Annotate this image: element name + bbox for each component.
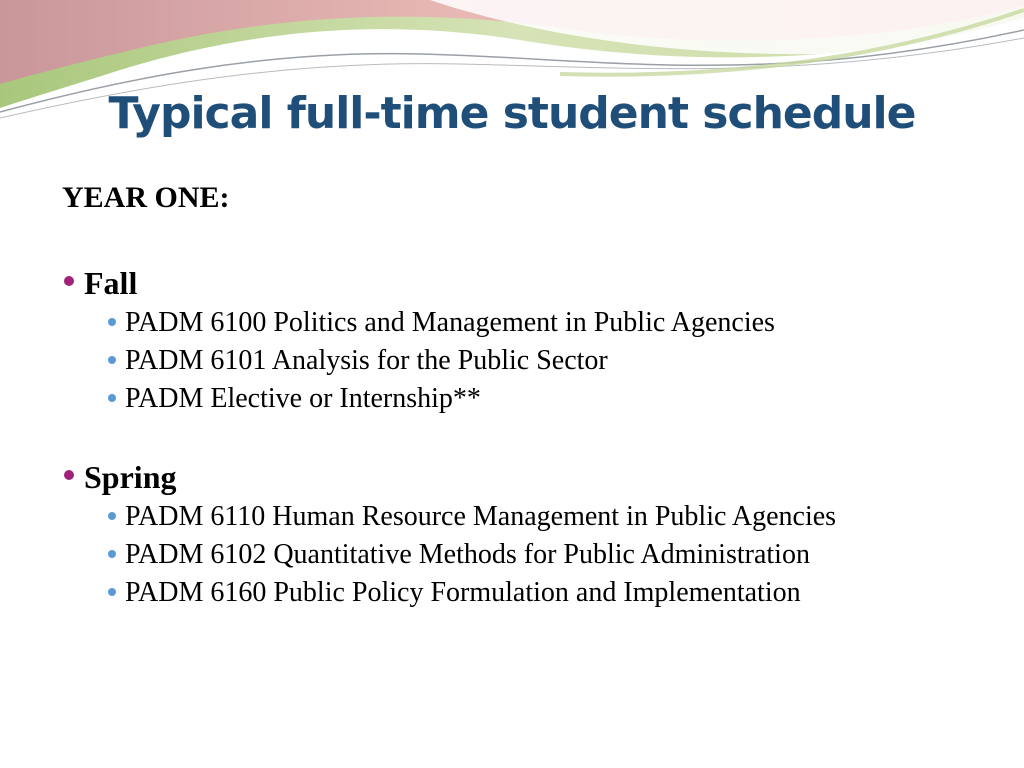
course-list xyxy=(62,498,1002,612)
term-label: Spring xyxy=(84,459,177,495)
course-bullet-icon xyxy=(108,550,116,558)
year-heading: YEAR ONE: xyxy=(62,181,230,214)
course-title: PADM 6100 Politics and Management in Public Agencies xyxy=(125,307,775,338)
list-item xyxy=(108,574,1002,612)
term-label: Fall xyxy=(84,265,138,301)
term-spring xyxy=(62,456,1002,612)
slide-title: Typical full-time student schedule xyxy=(108,88,916,139)
course-bullet-icon xyxy=(108,318,116,326)
course-title: PADM Elective or Internship** xyxy=(125,383,481,414)
list-item xyxy=(108,380,1002,418)
term-heading-row xyxy=(62,262,1002,304)
list-item xyxy=(108,342,1002,380)
list-item xyxy=(108,498,1002,536)
list-item xyxy=(108,536,1002,574)
course-list xyxy=(62,304,1002,418)
course-bullet-icon xyxy=(108,588,116,596)
course-bullet-icon xyxy=(108,512,116,520)
term-bullet-icon xyxy=(64,470,74,480)
term-fall xyxy=(62,262,1002,418)
course-title: PADM 6160 Public Policy Formulation and Implementation xyxy=(125,577,801,608)
list-item xyxy=(108,304,1002,342)
course-bullet-icon xyxy=(108,394,116,402)
course-title: PADM 6110 Human Resource Management in Public Agencies xyxy=(125,501,837,532)
course-bullet-icon xyxy=(108,356,116,364)
course-title: PADM 6101 Analysis for the Public Sector xyxy=(125,345,608,376)
course-title: PADM 6102 Quantitative Methods for Public Administration xyxy=(125,539,810,570)
term-bullet-icon xyxy=(64,276,74,286)
term-heading-row xyxy=(62,456,1002,498)
schedule-content xyxy=(62,178,1002,650)
